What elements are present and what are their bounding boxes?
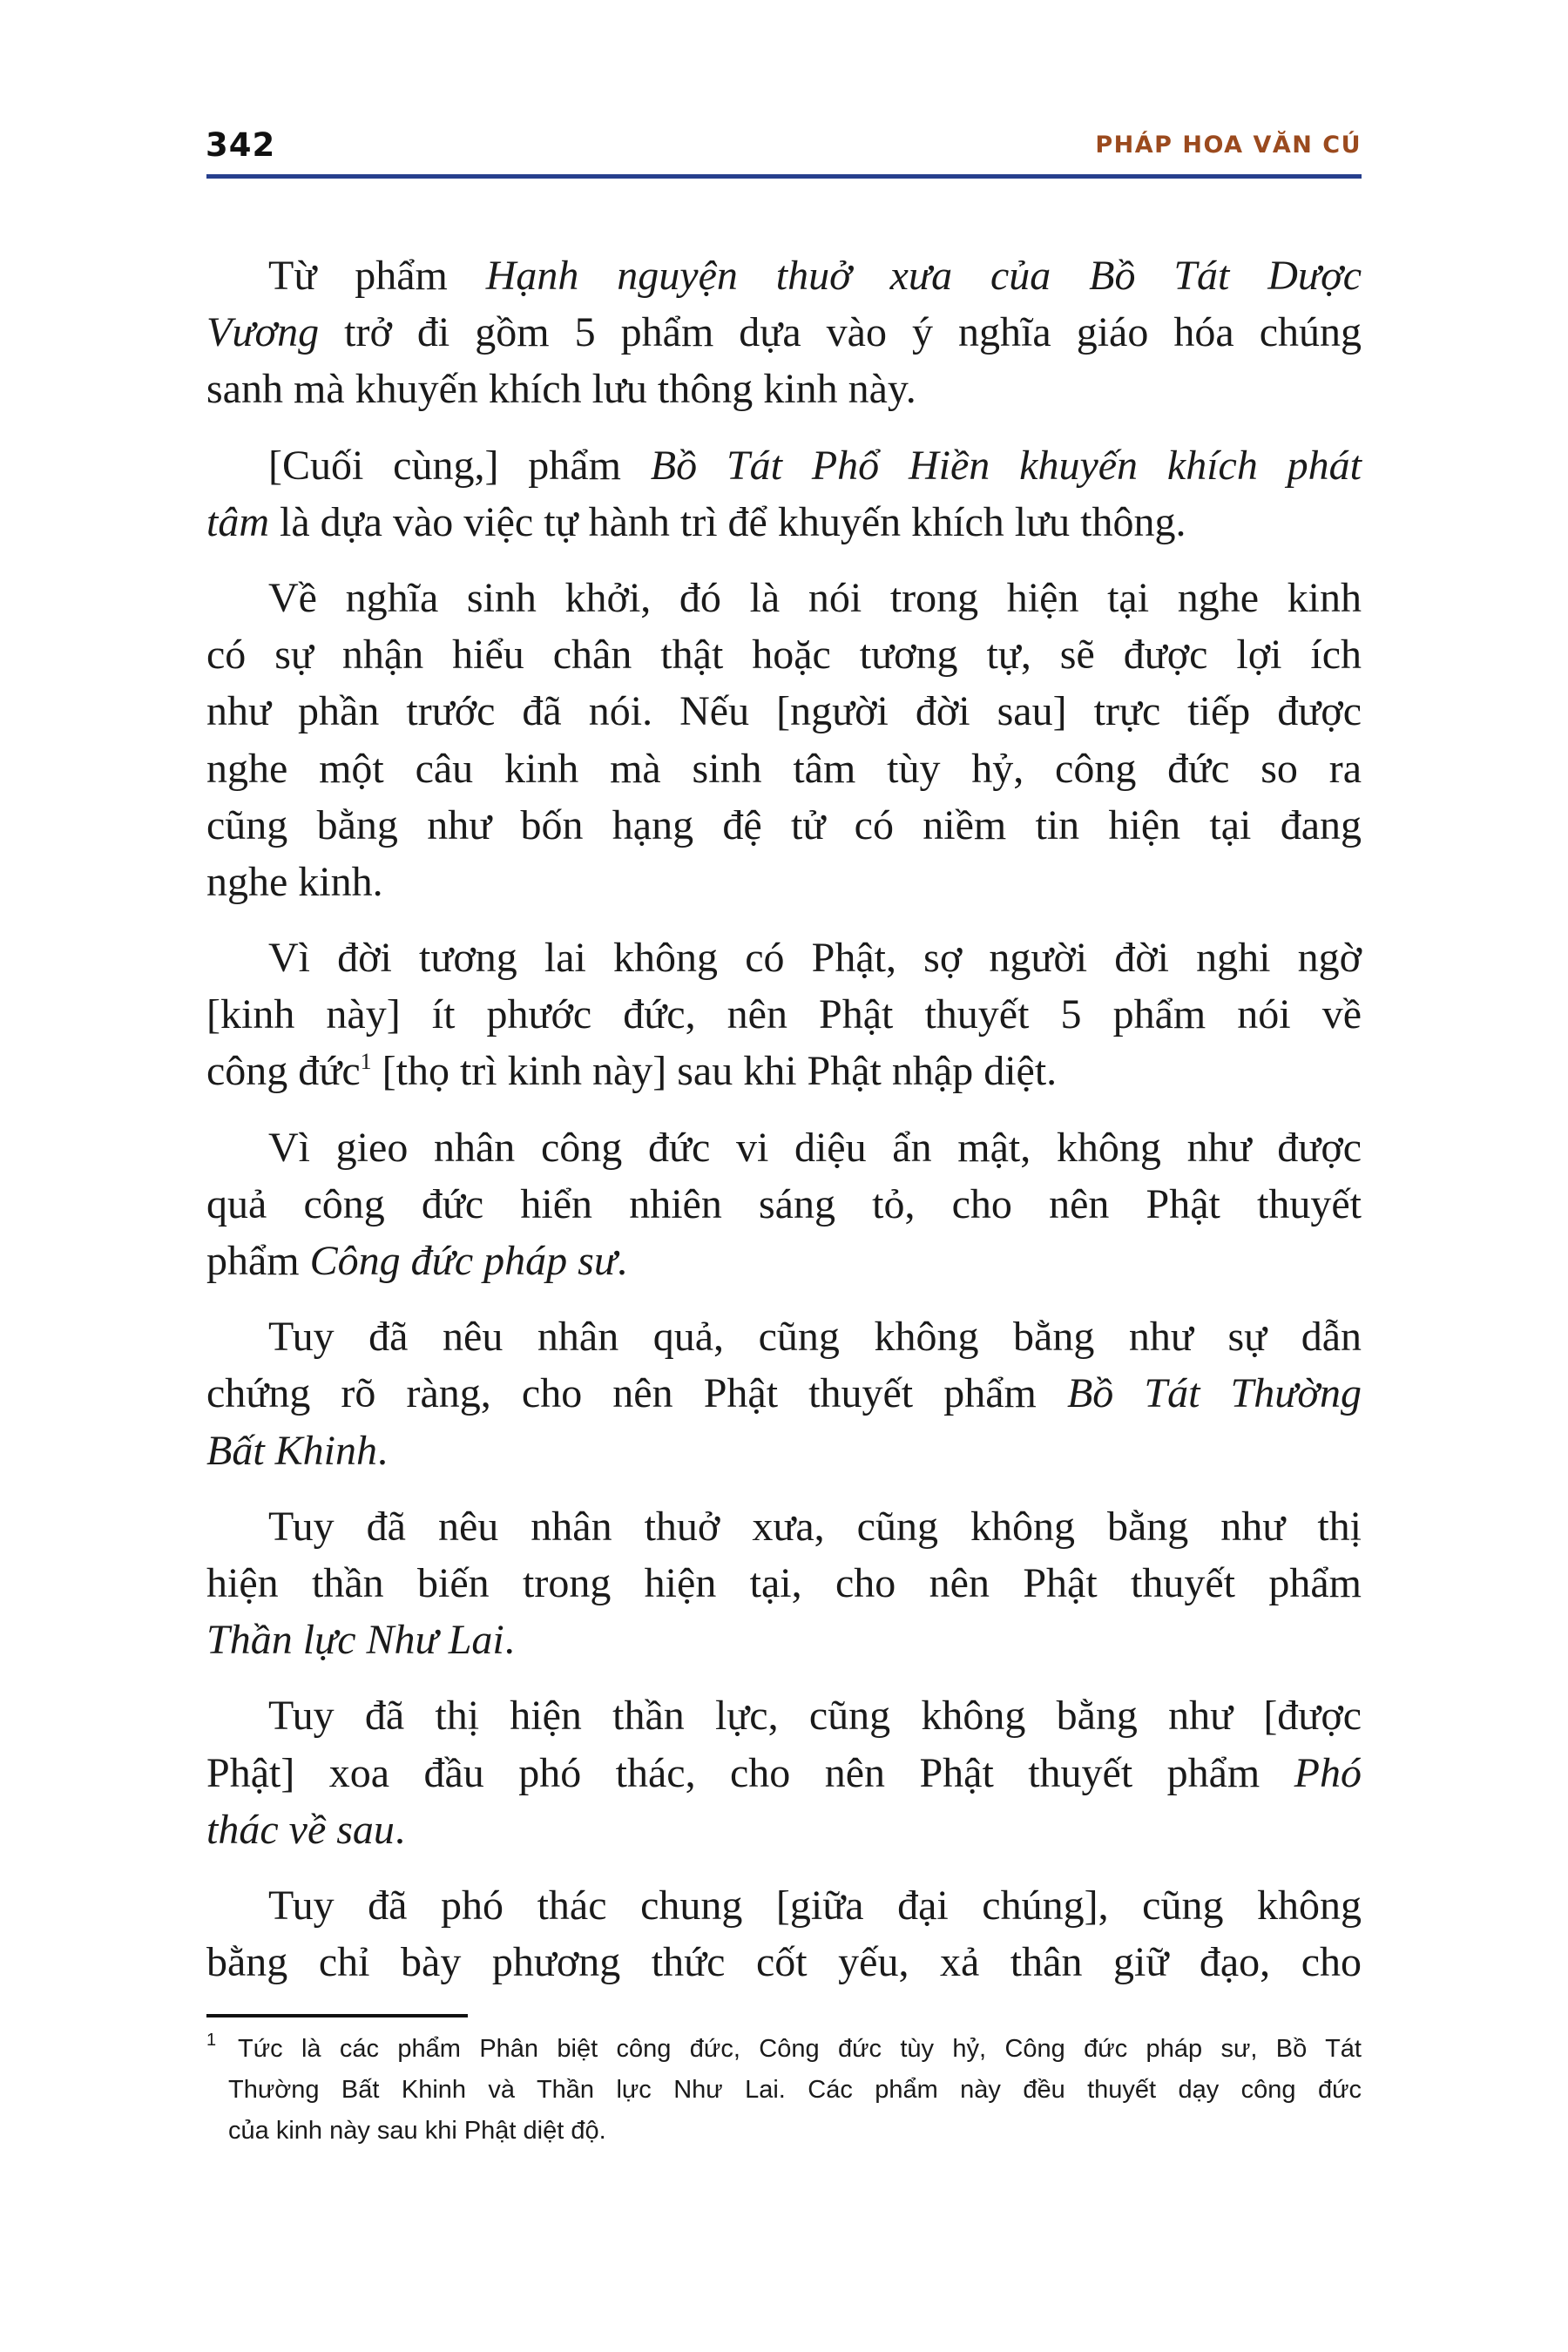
footnote [206, 2029, 1362, 2152]
text-line [206, 797, 1362, 854]
italic-title: Bất Khinh [206, 1427, 378, 1474]
paragraph [206, 1877, 1362, 1990]
text-line [206, 247, 1362, 304]
paragraph [206, 1498, 1362, 1669]
italic-title: Công đức pháp sư [309, 1238, 617, 1284]
footnote-line: Thường Bất Khinh và Thần lực Như Lai. Các phẩm này đều thuyết dạy công đức [228, 2076, 1362, 2104]
paragraph [206, 570, 1362, 910]
italic-title: Vương [206, 309, 320, 356]
text-run: có sự nhận hiểu chân thật hoặc tương tự, sẽ được lợi ích [206, 632, 1362, 679]
text-line [206, 1176, 1362, 1233]
text-line [206, 854, 1362, 910]
text-line [206, 437, 1362, 494]
text-run: Vì gieo nhân công đức vi diệu ẩn mật, không như được [268, 1124, 1362, 1171]
text-run: là dựa vào việc tự hành trì để khuyến khích lưu thông. [269, 498, 1186, 545]
text-run: sanh mà khuyến khích lưu thông kinh này. [206, 366, 916, 413]
text-run: quả công đức hiển nhiên sáng tỏ, cho nên Phật thuyết [206, 1180, 1362, 1227]
footnote-line: của kinh này sau khi Phật diệt độ. [228, 2117, 606, 2145]
text-line [206, 986, 1362, 1043]
text-line [206, 1801, 1362, 1858]
text-run: . [377, 1427, 389, 1474]
footnote-separator [206, 2014, 468, 2017]
text-run: cũng bằng như bốn hạng đệ tử có niềm tin hiện tại đang [206, 801, 1362, 848]
text-line [206, 740, 1362, 797]
text-run: hiện thần biến trong hiện tại, cho nên Phật thuyết phẩm [206, 1559, 1362, 1606]
text-line [206, 494, 1362, 551]
text-line [206, 304, 1362, 361]
paragraph [206, 1119, 1362, 1290]
text-run: . [394, 1806, 405, 1853]
page-number: 342 [206, 126, 276, 164]
running-title: PHÁP HOA VĂN CÚ [1095, 132, 1362, 159]
paragraph [206, 1687, 1362, 1858]
text-line [206, 1687, 1362, 1744]
text-run: nghe kinh. [206, 858, 383, 905]
footnote-reference[interactable]: 1 [360, 1049, 372, 1075]
text-run: Phật] xoa đầu phó thác, cho nên Phật thuyết phẩm [206, 1749, 1294, 1796]
italic-title: tâm [206, 498, 269, 545]
text-run: công đức [206, 1048, 361, 1095]
text-run: Tuy đã nêu nhân thuở xưa, cũng không bằng như thị [268, 1503, 1362, 1550]
text-line [206, 1745, 1362, 1801]
text-line [206, 1877, 1362, 1934]
text-run: Tuy đã phó thác chung [giữa đại chúng], cũng không [268, 1882, 1362, 1929]
text-line [206, 1423, 1362, 1479]
text-run: Tuy đã thị hiện thần lực, cũng không bằng như [được [268, 1693, 1362, 1740]
paragraph [206, 247, 1362, 418]
text-run: [kinh này] ít phước đức, nên Phật thuyết 5 phẩm nói về [206, 991, 1362, 1038]
text-line [206, 1233, 1362, 1289]
italic-title: thác về sau [206, 1806, 395, 1853]
text-line [206, 683, 1362, 740]
text-run: chứng rõ ràng, cho nên Phật thuyết phẩm [206, 1370, 1067, 1417]
text-run: bằng chỉ bày phương thức cốt yếu, xả thân giữ đạo, cho [206, 1939, 1362, 1986]
text-run: nghe một câu kinh mà sinh tâm tùy hỷ, công đức so ra [206, 745, 1362, 792]
body-text [206, 247, 1362, 2010]
text-line [206, 626, 1362, 683]
text-line [206, 1555, 1362, 1612]
italic-title: Thần lực Như Lai [206, 1617, 504, 1664]
footnote-line: Tức là các phẩm Phân biệt công đức, Công đức tùy hỷ, Công đức pháp sư, Bồ Tát [238, 2035, 1362, 2063]
footnote-mark: 1 [206, 2031, 217, 2050]
text-line [206, 1498, 1362, 1555]
paragraph [206, 437, 1362, 551]
text-line [206, 1308, 1362, 1365]
text-run: Tuy đã nêu nhân quả, cũng không bằng như sự dẫn [268, 1314, 1362, 1361]
text-line [206, 1119, 1362, 1176]
text-line [206, 1612, 1362, 1668]
text-run: Vì đời tương lai không có Phật, sợ người đời nghi ngờ [268, 935, 1362, 982]
text-run: . [617, 1238, 627, 1284]
italic-title: Phó [1294, 1749, 1362, 1796]
text-line [206, 929, 1362, 986]
italic-title: Bồ Tát Thường [1066, 1370, 1362, 1417]
text-line [206, 570, 1362, 626]
text-run: . [504, 1617, 515, 1664]
text-run: phẩm [206, 1238, 310, 1284]
paragraph [206, 1308, 1362, 1479]
text-run: như phần trước đã nói. Nếu [người đời sau] trực tiếp được [206, 688, 1362, 735]
text-run: Từ phẩm [268, 253, 486, 299]
text-line [206, 1043, 1362, 1099]
text-run: Về nghĩa sinh khởi, đó là nói trong hiện tại nghe kinh [268, 574, 1362, 621]
text-run: [Cuối cùng,] phẩm [268, 442, 651, 489]
text-line [206, 361, 1362, 417]
text-line [206, 1365, 1362, 1422]
italic-title: Bồ Tát Phổ Hiền khuyến khích phát [650, 442, 1362, 489]
italic-title: Hạnh nguyện thuở xưa của Bồ Tát Dược [485, 253, 1362, 299]
text-line [206, 1934, 1362, 1990]
text-run: [thọ trì kinh này] sau khi Phật nhập diệt. [371, 1048, 1058, 1095]
text-run: trở đi gồm 5 phẩm dựa vào ý nghĩa giáo hóa chúng [319, 309, 1362, 356]
header-rule [206, 174, 1362, 179]
paragraph [206, 929, 1362, 1100]
